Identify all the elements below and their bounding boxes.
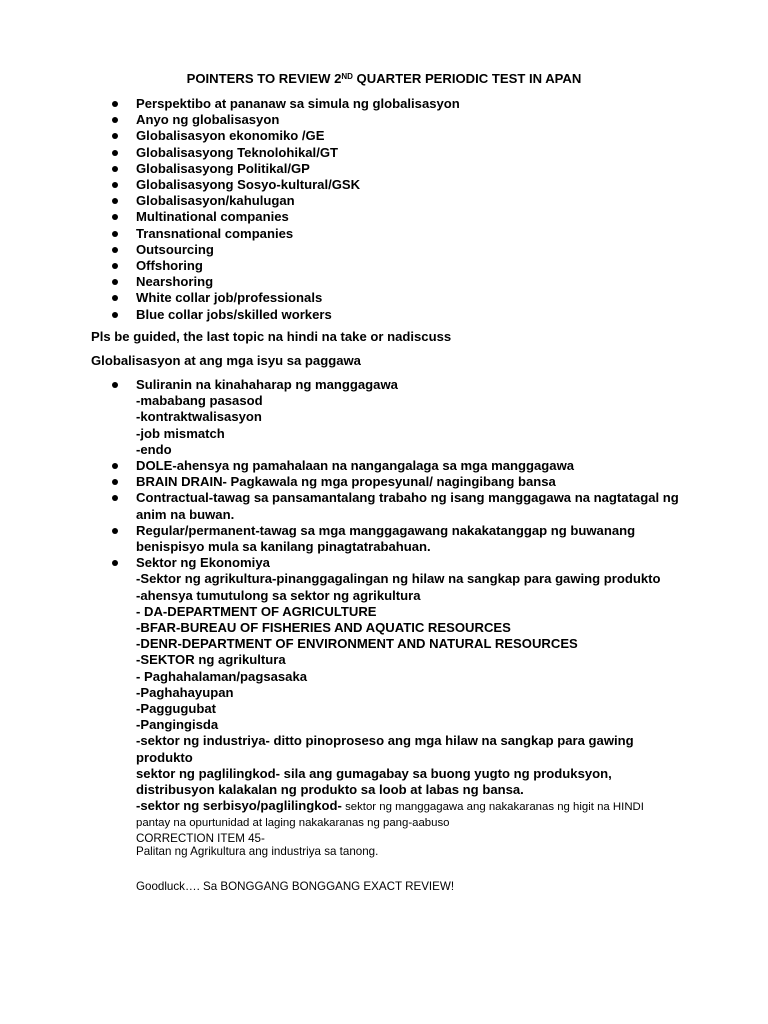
list-item: Anyo ng globalisasyon — [110, 112, 690, 128]
list-item: Suliranin na kinahaharap ng manggagawa -mababang pasasod -kontraktwalisasyon -job mismatch -endo — [110, 377, 690, 458]
list-item: DOLE-ahensya ng pamahalaan na nangangalaga sa mga manggagawa — [110, 458, 690, 474]
bullet-icon — [112, 133, 118, 139]
bullet-icon — [112, 495, 118, 501]
document-title: POINTERS TO REVIEW 2ND QUARTER PERIODIC TEST IN APAN — [186, 71, 582, 86]
list-item: Globalisasyong Teknolohikal/GT — [110, 145, 690, 161]
list-item: Nearshoring — [110, 274, 690, 290]
bullet-icon — [112, 117, 118, 123]
section-heading: Globalisasyon at ang mga isyu sa paggawa — [91, 353, 361, 368]
list-item: Globalisasyong Sosyo-kultural/GSK — [110, 177, 690, 193]
issues-list — [110, 377, 690, 832]
bullet-icon — [112, 382, 118, 388]
list-item: Globalisasyon/kahulugan — [110, 193, 690, 209]
bullet-icon — [112, 279, 118, 285]
list-item: Regular/permanent-tawag sa mga manggagawang nakakatanggap ng buwanang benispisyo mula sa kanilang pinagtatrabahuan. — [110, 523, 690, 555]
bullet-icon — [112, 247, 118, 253]
bullet-icon — [112, 312, 118, 318]
bullet-icon — [112, 150, 118, 156]
list-item: Contractual-tawag sa pansamantalang trabaho ng isang manggagawa na nagtatagal ng anim na buwan. — [110, 490, 690, 522]
list-item: Transnational companies — [110, 226, 690, 242]
topics-list — [110, 96, 690, 323]
list-item: White collar job/professionals — [110, 290, 690, 306]
note-paragraph: Pls be guided, the last topic na hindi na take or nadiscuss — [91, 329, 452, 344]
closing-line: Goodluck…. Sa BONGGANG BONGGANG EXACT REVIEW! — [136, 880, 455, 893]
bullet-icon — [112, 182, 118, 188]
bullet-icon — [112, 101, 118, 107]
list-item: Multinational companies — [110, 209, 690, 225]
list-item: Globalisasyong Politikal/GP — [110, 161, 690, 177]
bullet-icon — [112, 214, 118, 220]
list-item: Offshoring — [110, 258, 690, 274]
list-item: BRAIN DRAIN- Pagkawala ng mga propesyunal/ nagingibang bansa — [110, 474, 690, 490]
bullet-icon — [112, 528, 118, 534]
list-item: Globalisasyon ekonomiko /GE — [110, 128, 690, 144]
bullet-icon — [112, 295, 118, 301]
list-item: Sektor ng Ekonomiya -Sektor ng agrikultura-pinanggagalingan ng hilaw na sangkap para gawing produkto -ahensya tumutulong sa sektor ng agrikultura - DA-DEPARTMENT OF AGRICULTURE -BFAR-BUREAU OF FISHERIES AND AQUATIC RESOURCES -DENR-DEPARTMENT OF ENVIRONMENT AND NATURAL RESOURCES -SEKTOR ng agrikultura - Paghahalaman/pagsasaka -Paghahayupan -Paggugubat -Pangingisda -sektor ng industriya- ditto pinoproseso ang mga hilaw na sangkap para gawing produkto sektor ng paglilingkod- sila ang gumagabay sa buong yugto ng produksyon, distribusyon kalakalan ng produkto sa loob at labas ng bansa. -sektor ng serbisyo/paglilingkod- sektor ng manggagawa ang nakakaranas ng higit na HINDI pantay na opurtunidad at laging nakakaranas ng pang-aabuso — [110, 555, 690, 831]
correction-heading: CORRECTION ITEM 45- — [136, 832, 265, 845]
bullet-icon — [112, 560, 118, 566]
bullet-icon — [112, 463, 118, 469]
bullet-icon — [112, 479, 118, 485]
bullet-icon — [112, 166, 118, 172]
correction-text: Palitan ng Agrikultura ang industriya sa tanong. — [136, 845, 379, 858]
bullet-icon — [112, 198, 118, 204]
list-item: Outsourcing — [110, 242, 690, 258]
bullet-icon — [112, 263, 118, 269]
title-superscript: ND — [341, 72, 353, 81]
list-item: Blue collar jobs/skilled workers — [110, 307, 690, 323]
bullet-icon — [112, 231, 118, 237]
list-item: Perspektibo at pananaw sa simula ng globalisasyon — [110, 96, 690, 112]
